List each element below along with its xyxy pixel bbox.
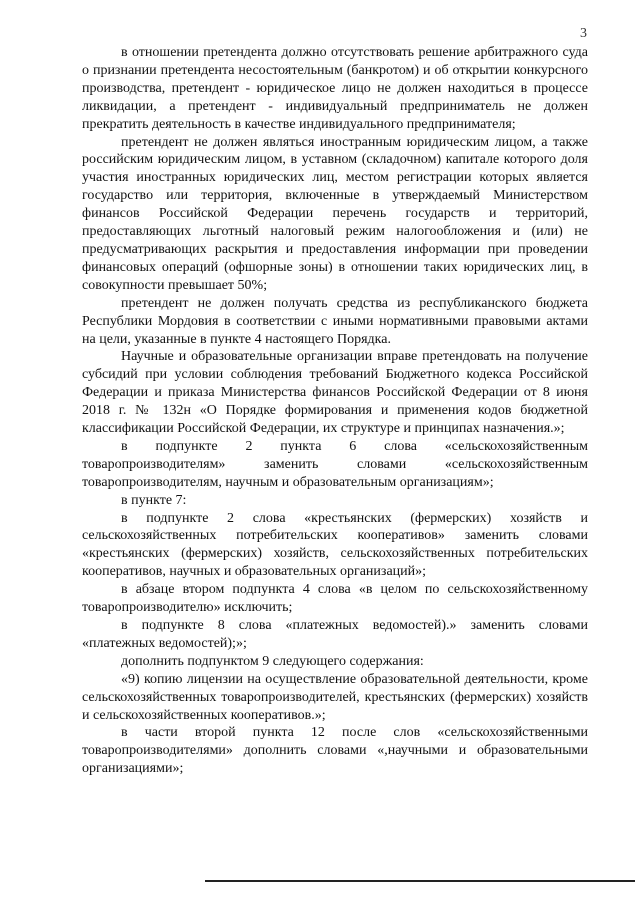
paragraph: в подпункте 2 слова «крестьянских (фермерских) хозяйств и сельскохозяйственных потребительских кооперативов» заменить словами «крестьянских (фермерских) хозяйств, сельскохозяйственных потребительских кооперативов, научных и образовательных организаций»;: [82, 510, 588, 580]
paragraph: претендент не должен являться иностранным юридическим лицом, а также российским юридическим лицом, в уставном (складочном) капитале которого доля участия иностранных юридических лиц, местом регистрации которых является государство или территория, включенные в утверждаемый Министерством финансов Российской Федерации перечень государств и территорий, предоставляющих льготный налоговый режим налогообложения и (или) не предусматривающих раскрытия и предоставления информации при проведении финансовых операций (офшорные зоны) в отношении таких юридических лиц, в совокупности превышает 50%;: [82, 134, 588, 293]
paragraph: Научные и образовательные организации вправе претендовать на получение субсидий при условии соблюдения требований Бюджетного кодекса Российской Федерации и приказа Министерства финансов Российской Федерации от 8 июня 2018 г. № 132н «О Порядке формирования и применения кодов бюджетной классификации Российской Федерации, их структуре и принципах назначения.»;: [82, 349, 588, 437]
paragraph: в отношении претендента должно отсутствовать решение арбитражного суда о признании претендента несостоятельным (банкротом) и об открытии конкурсного производства, претендент - юридическое лицо не должен находиться в процессе ликвидации, а претендент - индивидуальный предприниматель не должен прекратить деятельность в качестве индивидуального предпринимателя;: [82, 45, 588, 132]
paragraph: в подпункте 2 пункта 6 слова «сельскохозяйственным товаропроизводителям» заменить словами «сельскохозяйственным товаропроизводителям, научным и образовательным организациям»;: [82, 438, 588, 490]
scan-edge-line: [205, 880, 635, 882]
paragraph: претендент не должен получать средства из республиканского бюджета Республики Мордовия в соответствии с иными нормативными правовыми актами на цели, указанные в пункте 4 настоящего Порядка.: [82, 295, 588, 347]
page-number: 3: [580, 26, 587, 41]
paragraph: в пункте 7:: [121, 492, 187, 508]
paragraph: дополнить подпунктом 9 следующего содержания:: [121, 653, 424, 669]
paragraph: в подпункте 8 слова «платежных ведомостей).» заменить словами «платежных ведомостей);»;: [82, 618, 588, 651]
paragraph: в части второй пункта 12 после слов «сельскохозяйственными товаропроизводителями» дополнить словами «,научными и образовательными организациями»;: [82, 725, 588, 777]
document-body: [82, 44, 588, 778]
paragraph: в абзаце втором подпункта 4 слова «в целом по сельскохозяйственному товаропроизводителю» исключить;: [82, 582, 588, 616]
paragraph: «9) копию лицензии на осуществление образовательной деятельности, кроме сельскохозяйственных товаропроизводителей, крестьянских (фермерских) хозяйств и сельскохозяйственных кооперативов.»;: [82, 671, 588, 723]
